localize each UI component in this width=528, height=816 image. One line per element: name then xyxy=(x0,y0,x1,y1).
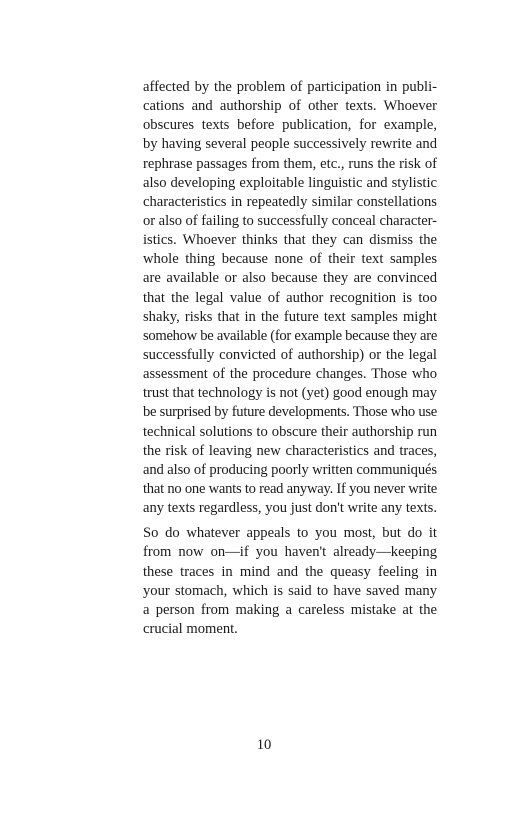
text-line: whole thing because none of their text samples xyxy=(143,251,437,268)
paragraph-1 xyxy=(143,78,437,518)
text-line: characteristics in repeatedly similar constellations xyxy=(143,193,437,210)
page-number: 10 xyxy=(256,737,272,753)
text-line: cations and authorship of other texts. Whoever xyxy=(143,98,437,115)
text-line: rephrase passages from them, etc., runs the risk of xyxy=(143,155,437,172)
text-line: your stomach, which is said to have saved many xyxy=(143,582,437,599)
text-line: be surprised by future developments. Those who use xyxy=(143,404,437,421)
text-line: or also of failing to successfully conceal character- xyxy=(143,212,437,229)
text-line: So do whatever appeals to you most, but do it xyxy=(143,525,437,542)
text-line: by having several people successively rewrite and xyxy=(143,136,437,153)
text-line: a person from making a careless mistake at the xyxy=(143,601,437,618)
text-line: affected by the problem of participation in publi- xyxy=(143,79,437,95)
text-line: that the legal value of author recognition is too xyxy=(143,289,437,306)
text-line: obscures texts before publication, for example, xyxy=(143,117,437,134)
text-line: also developing exploitable linguistic and stylistic xyxy=(143,174,437,191)
text-line: assessment of the procedure changes. Those who xyxy=(143,366,437,383)
paragraph-2 xyxy=(143,524,437,639)
text-line: from now on—if you haven't already—keeping xyxy=(143,544,437,561)
text-line: successfully convicted of authorship) or the legal xyxy=(143,346,437,363)
text-line: any texts regardless, you just don't write any texts. xyxy=(143,500,437,517)
text-line: these traces in mind and the queasy feeling in xyxy=(143,563,437,580)
text-line: the risk of leaving new characteristics and traces, xyxy=(143,442,437,459)
text-line: trust that technology is not (yet) good enough may xyxy=(143,385,437,402)
text-line: istics. Whoever thinks that they can dismiss the xyxy=(143,232,437,249)
text-line: that no one wants to read anyway. If you never write xyxy=(143,480,437,497)
body-text xyxy=(143,78,437,639)
text-line: crucial moment. xyxy=(143,620,238,637)
text-line: are available or also because they are convinced xyxy=(143,270,437,287)
text-line: and also of producing poorly written communiqués xyxy=(143,461,437,478)
text-line: somehow be available (for example because they are xyxy=(143,327,437,344)
text-line: shaky, risks that in the future text samples might xyxy=(143,308,437,325)
text-line: technical solutions to obscure their authorship run xyxy=(143,423,437,440)
